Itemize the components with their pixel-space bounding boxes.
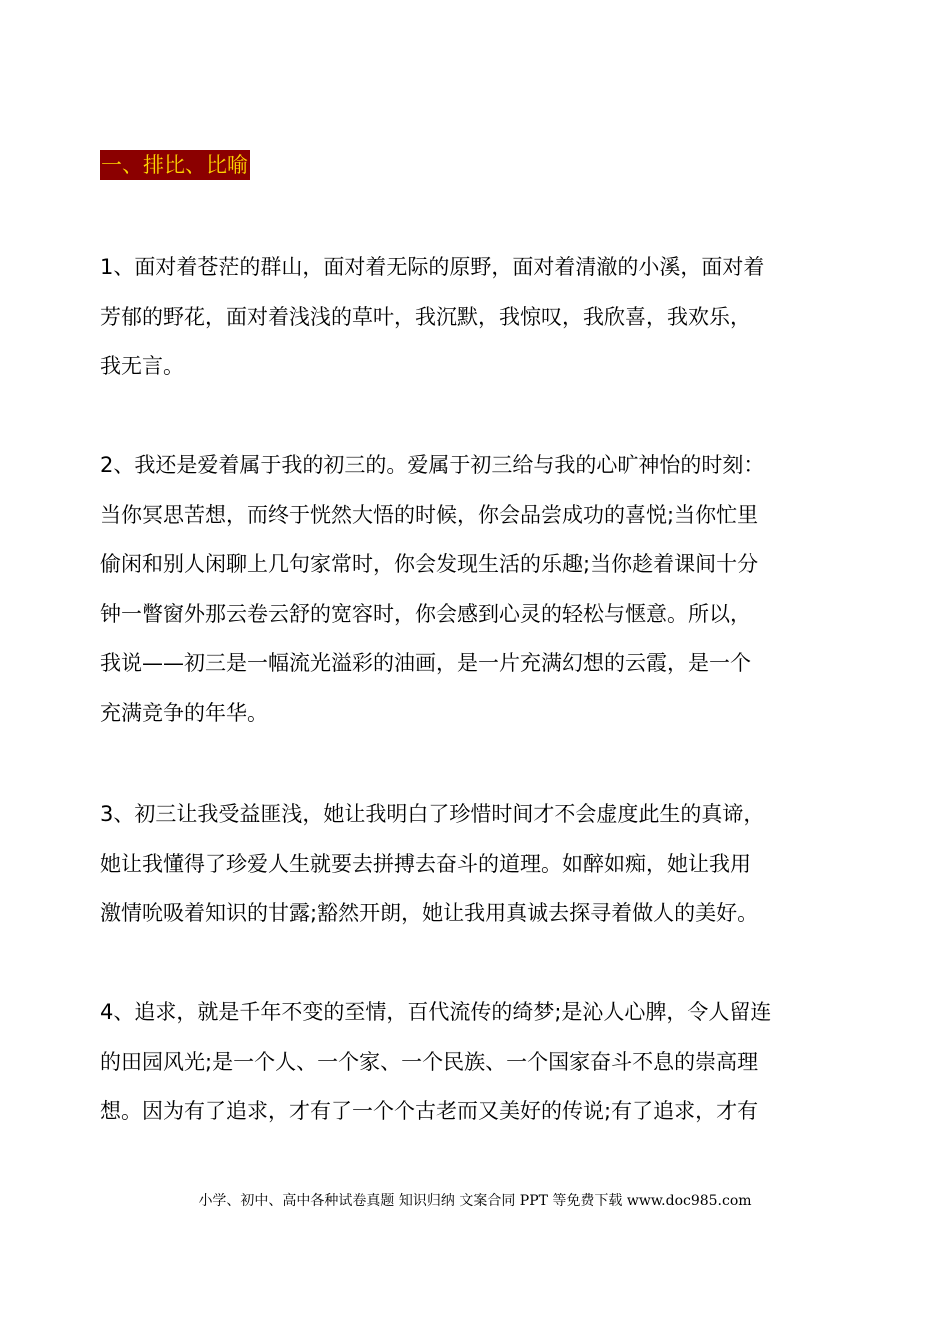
- paragraph-line: 偷闲和别人闲聊上几句家常时，你会发现生活的乐趣;当你趁着课间十分: [100, 552, 759, 576]
- paragraph-1: [100, 243, 860, 392]
- paragraph-line: 激情吮吸着知识的甘露;豁然开朗，她让我用真诚去探寻着做人的美好。: [100, 901, 759, 925]
- page-footer: 小学、初中、高中各种试卷真题 知识归纳 文案合同 PPT 等免费下载 www.doc985.com: [198, 1193, 752, 1209]
- paragraph-line: 当你冥思苦想，而终于恍然大悟的时候，你会品尝成功的喜悦;当你忙里: [100, 502, 759, 527]
- paragraph-line: 充满竞争的年华。: [100, 700, 268, 725]
- paragraph-2: [100, 441, 860, 738]
- paragraph-line: 2、我还是爱着属于我的初三的。爱属于初三给与我的心旷神怡的时刻：: [100, 453, 765, 477]
- paragraph-3: [100, 790, 860, 939]
- paragraph-line: 钟一瞥窗外那云卷云舒的宽容时，你会感到心灵的轻松与惬意。所以，: [100, 601, 751, 626]
- paragraph-4: [100, 988, 860, 1137]
- paragraph-line: 1、面对着苍茫的群山，面对着无际的原野，面对着清澈的小溪，面对着: [100, 255, 765, 279]
- paragraph-line: 她让我懂得了珍爱人生就要去拼搏去奋斗的道理。如醉如痴，她让我用: [100, 851, 751, 876]
- paragraph-line: 我说——初三是一幅流光溢彩的油画，是一片充满幻想的云霞，是一个: [100, 651, 751, 675]
- paragraph-line: 芳郁的野花，面对着浅浅的草叶，我沉默，我惊叹，我欣喜，我欢乐，: [100, 304, 751, 329]
- section-heading: 一、排比、比喻: [100, 150, 250, 180]
- paragraph-line: 的田园风光;是一个人、一个家、一个民族、一个国家奋斗不息的崇高理: [100, 1049, 759, 1074]
- paragraph-line: 4、追求，就是千年不变的至情，百代流传的绮梦;是沁人心脾，令人留连: [100, 1000, 772, 1024]
- paragraph-line: 我无言。: [100, 354, 184, 378]
- paragraph-line: 3、初三让我受益匪浅，她让我明白了珍惜时间才不会虚度此生的真谛，: [100, 802, 765, 826]
- paragraph-line: 想。因为有了追求，才有了一个个古老而又美好的传说;有了追求，才有: [100, 1099, 759, 1123]
